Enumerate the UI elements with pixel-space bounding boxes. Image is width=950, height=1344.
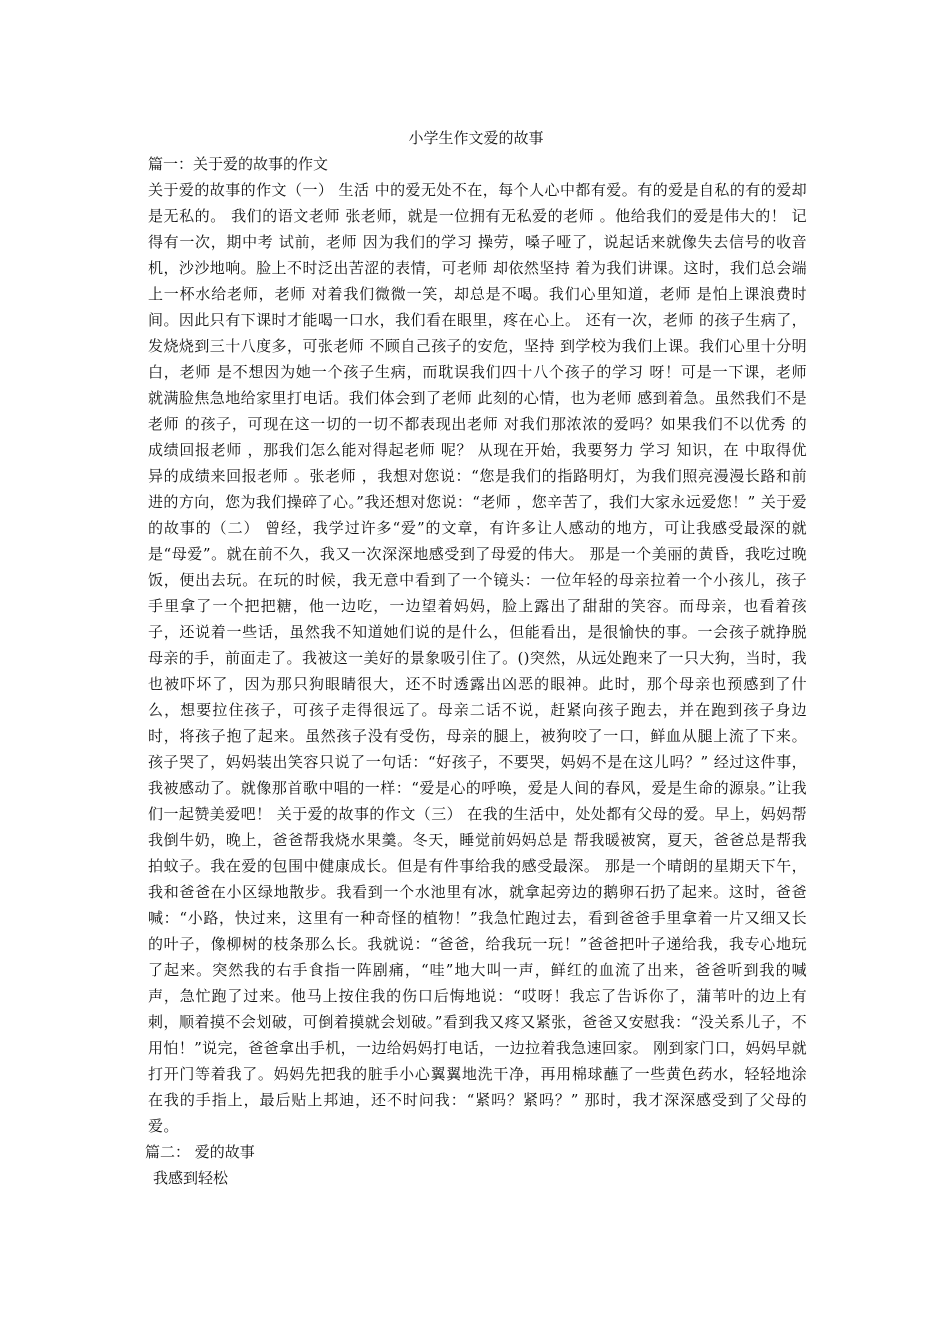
section1-heading: 篇一：关于爱的故事的作文 — [148, 155, 329, 173]
section1-body: 关于爱的故事的作文（一） 生活 中的爱无处不在，每个人心中都有爱。有的爱是自私的有的爱却是无私的。 我们的语文老师 张老师，就是一位拥有无私爱的老师 。他给我们的爱是伟大的！ 记得有一次，期中考 试前，老师 因为我们的学习 操劳，嗓子哑了，说起话来就像失去信号的收音机，沙沙地响。脸上不时泛出苦涩的表情，可老师 却依然坚持 着为我们讲课。这时，我们总会端上一杯水给老师，老师 对着我们微微一笑，却总是不喝。我们心里知道，老师 是怕上课浪费时间。因此只有下课时才能喝一口水，我们看在眼里，疼在心上。 还有一次，老师 的孩子生病了，发烧烧到三十八度多，可张老师 不顾自己孩子的安危，坚持 到学校为我们上课。我们心里十分明白，老师 是不想因为她一个孩子生病，而耽误我们四十八个孩子的学习 呀！可是一下课，老师 就满脸焦急地给家里打电话。我们体会到了老师 此刻的心情，也为老师 感到着急。虽然我们不是老师 的孩子，可现在这一切的一切不都表现出老师 对我们那浓浓的爱吗？如果我们不以优秀 的成绩回报老师 ，那我们怎么能对得起老师 呢？ 从现在开始，我要努力 学习 知识，在 中取得优异的成绩来回报老师 。张老师 ，我想对您说：“您是我们的指路明灯，为我们照亮漫漫长路和前进的方向，您为我们操碎了心。”我还想对您说：“老师 ，您辛苦了，我们大家永远爱您！” 关于爱的故事的（二） 曾经，我学过许多“爱”的文章，有许多让人感动的地方，可让我感受最深的就是“母爱”。就在前不久，我又一次深深地感受到了母爱的伟大。 那是一个美丽的黄昏，我吃过晚饭，便出去玩。在玩的时候，我无意中看到了一个镜头：一位年轻的母亲拉着一个小孩儿，孩子手里拿了一个把把糖，他一边吃，一边望着妈妈，脸上露出了甜甜的笑容。而母亲，也看着孩子，还说着一些话，虽然我不知道她们说的是什么，但能看出，是很愉快的事。一会孩子就挣脱母亲的手，前面走了。我被这一美好的景象吸引住了。()突然，从远处跑来了一只大狗，当时，我也被吓坏了，因为那只狗眼睛很大，还不时透露出凶恶的眼神。此时，那个母亲也预感到了什么，想要拉住孩子，可孩子走得很远了。母亲二话不说，赶紧向孩子跑去，并在跑到孩子身边时，将孩子抱了起来。虽然孩子没有受伤，母亲的腿上，被狗咬了一口，鲜血从腿上流了下来。孩子哭了，妈妈装出笑容只说了一句话：“好孩子，不要哭，妈妈不是在这儿吗？” 经过这件事，我被感动了。就像那首歌中唱的一样：“爱是心的呼唤，爱是人间的春风，爱是生命的源泉。”让我们一起赞美爱吧！ 关于爱的故事的作文（三） 在我的生活中，处处都有父母的爱。早上，妈妈帮我倒牛奶，晚上，爸爸帮我烧水果羹。冬天，睡觉前妈妈总是 帮我暖被窝，夏天，爸爸总是帮我拍蚊子。我在爱的包围中健康成长。但是有件事给我的感受最深。 那是一个晴朗的星期天下午，我和爸爸在小区绿地散步。我看到一个水池里有冰，就拿起旁边的鹅卵石扔了起来。这时，爸爸喊：“小路，快过来，这里有一种奇怪的植物！”我急忙跑过去，看到爸爸手里拿着一片又细又长的叶子，像柳树的枝条那么长。我就说：“爸爸，给我玩一玩！”爸爸把叶子递给我，我专心地玩了起来。突然我的右手食指一阵剧痛，“哇”地大叫一声，鲜红的血流了出来，爸爸听到我的喊声，急忙跑了过来。他马上按住我的伤口后悔地说：“哎呀！我忘了告诉你了，蒲苇叶的边上有刺，顺着摸不会划破，可倒着摸就会划破。”看到我又疼又紧张，爸爸又安慰我：“没关系儿子，不用怕！”说完，爸爸拿出手机，一边给妈妈打电话，一边拉着我急速回家。 刚到家门口，妈妈早就打开门等着我了。妈妈先把我的脏手小心翼翼地洗干净，再用棉球蘸了一些黄色药水，轻轻地涂在我的手指上，最后贴上邦迪，还不时问我：“紧吗？紧吗？” 那时，我才深深感受到了父母的爱。 — [148, 181, 807, 1135]
document-content — [145, 125, 807, 1191]
section2-body: 我感到轻松 — [153, 1169, 229, 1187]
section2-heading: 篇二： 爱的故事 — [145, 1143, 255, 1161]
document-title: 小学生作文爱的故事 — [408, 129, 544, 147]
